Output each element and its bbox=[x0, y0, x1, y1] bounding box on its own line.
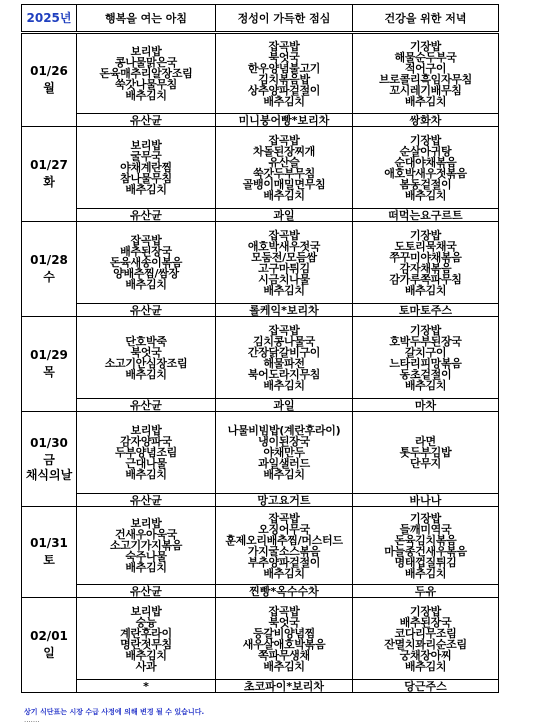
menu-item: 기장밥 bbox=[410, 228, 441, 242]
breakfast-cell bbox=[77, 127, 216, 209]
snack-cell: 미니붕어빵*보리차 bbox=[216, 114, 353, 127]
menu-item: 감자채볶음 bbox=[399, 261, 452, 275]
menu-item: 새우살애호박볶음 bbox=[242, 637, 326, 651]
menu-item: 배추김치 bbox=[404, 659, 447, 673]
lunch-cell bbox=[216, 317, 353, 399]
menu-item: 감자양파국 bbox=[120, 435, 172, 448]
snack-cell: 롤케익*보리차 bbox=[216, 304, 353, 317]
breakfast-cell bbox=[77, 317, 216, 399]
menu-item: 보리밥 bbox=[130, 139, 162, 152]
menu-item: 나물비빔밥(계란후라이) bbox=[227, 424, 341, 437]
menu-item: 적어구이 bbox=[404, 61, 447, 75]
menu-item: 느타리피망볶음 bbox=[389, 356, 462, 370]
weekday-label: 수 bbox=[43, 270, 55, 284]
snack-row bbox=[22, 209, 499, 222]
menu-item: 굴무국 bbox=[130, 150, 162, 163]
menu-item: 배추김치 bbox=[404, 378, 447, 392]
snack-row bbox=[22, 585, 499, 598]
menu-item: 들깨미역국 bbox=[399, 522, 452, 536]
menu-item: 배추된장국 bbox=[399, 615, 452, 629]
meal-plan-table bbox=[21, 4, 499, 693]
menu-item: 기장밥 bbox=[410, 133, 441, 147]
menu-item: 배추김치 bbox=[263, 468, 305, 481]
menu-item: 두부양념조림 bbox=[115, 446, 177, 459]
dinner-cell bbox=[353, 222, 499, 304]
snack-cell: 두유 bbox=[353, 585, 499, 598]
menu-item: 궁채장아찌 bbox=[399, 648, 452, 662]
menu-item: 냉이된장국 bbox=[258, 435, 310, 448]
menu-item: 잡곡밥 bbox=[268, 228, 300, 242]
day-row bbox=[22, 33, 499, 114]
day-row bbox=[22, 412, 499, 494]
menu-item: 배추된장국 bbox=[120, 245, 172, 258]
menu-item: 유산슬 bbox=[268, 155, 300, 169]
snack-cell: * bbox=[77, 680, 216, 693]
menu-item: 간장닭갈비구이 bbox=[247, 345, 321, 359]
menu-item: 배추김치 bbox=[125, 561, 167, 574]
date-label: 01/30 bbox=[30, 435, 68, 450]
menu-item: 배추김치 bbox=[125, 183, 167, 196]
lunch-cell bbox=[216, 127, 353, 209]
lunch-cell bbox=[216, 222, 353, 304]
menu-item: 배추김치 bbox=[404, 283, 447, 297]
date-label: 01/28 bbox=[30, 253, 68, 267]
menu-item: 쭈꾸미야채볶음 bbox=[389, 250, 462, 264]
date-cell bbox=[22, 507, 77, 598]
snack-cell: 유산균 bbox=[77, 494, 216, 507]
date-cell bbox=[22, 33, 77, 127]
menu-item: 갈치구이 bbox=[404, 345, 447, 359]
menu-item: 야채계란찜 bbox=[120, 161, 172, 174]
menu-item: 쑥갓두부무침 bbox=[253, 166, 315, 180]
menu-item: 보리밥 bbox=[130, 45, 162, 58]
menu-item: 기장밥 bbox=[410, 604, 441, 618]
snack-cell: 당근주스 bbox=[353, 680, 499, 693]
dinner-cell bbox=[353, 598, 499, 680]
date-cell bbox=[22, 412, 77, 507]
menu-item: 시금치나물 bbox=[258, 272, 310, 286]
menu-item: 소고기안심장조림 bbox=[104, 356, 188, 370]
dinner-cell bbox=[353, 317, 499, 399]
menu-item: 브로콜리흑임자무침 bbox=[379, 72, 472, 86]
menu-item: 한우양념불고기 bbox=[247, 61, 321, 75]
date-label: 01/27 bbox=[30, 158, 68, 172]
menu-item: 꼬시레기배무침 bbox=[389, 83, 462, 97]
menu-item: 배추김치 bbox=[263, 188, 305, 202]
header-row bbox=[22, 5, 499, 33]
weekday-label: 화 bbox=[43, 175, 55, 189]
day-row bbox=[22, 507, 499, 585]
menu-item: 부추양파겉절이 bbox=[247, 555, 321, 569]
date-cell bbox=[22, 317, 77, 412]
menu-item: 잔멸치꽈리순조림 bbox=[384, 637, 467, 651]
menu-item: 차돌된장찌개 bbox=[253, 144, 315, 158]
menu-item: 보리밥 bbox=[130, 424, 162, 437]
menu-item: 보리밥 bbox=[130, 604, 162, 618]
date-cell bbox=[22, 127, 77, 222]
menu-item: 배추김치 bbox=[404, 94, 447, 108]
snack-cell: 유산균 bbox=[77, 399, 216, 412]
menu-item: 숭늉 bbox=[135, 615, 157, 629]
menu-item: 코다리무조림 bbox=[394, 626, 457, 640]
snack-row bbox=[22, 494, 499, 507]
menu-item: 봄동겉절이 bbox=[399, 177, 452, 191]
snack-row bbox=[22, 114, 499, 127]
date-label: 01/29 bbox=[30, 348, 68, 362]
menu-item: 배추김치 bbox=[263, 378, 305, 392]
weekday-label: 토 bbox=[43, 553, 55, 567]
date-label: 01/31 bbox=[30, 536, 68, 550]
day-row bbox=[22, 598, 499, 680]
menu-item: 배추김치 bbox=[125, 468, 167, 481]
dinner-header: 건강을 위한 저녁 bbox=[353, 5, 499, 33]
snack-row bbox=[22, 399, 499, 412]
menu-item: 계란후라이 bbox=[120, 626, 172, 640]
menu-item: 배추김치 bbox=[263, 566, 305, 580]
lunch-cell bbox=[216, 598, 353, 680]
breakfast-cell bbox=[77, 222, 216, 304]
menu-item: 애호박새우젓볶음 bbox=[384, 166, 467, 180]
menu-item: 쪽파무생채 bbox=[258, 648, 310, 662]
menu-item: 잡곡밥 bbox=[268, 511, 300, 525]
menu-item: 배추김치 bbox=[263, 94, 305, 108]
menu-item: 잡곡밥 bbox=[268, 39, 300, 53]
day-row bbox=[22, 222, 499, 304]
snack-cell: 바나나 bbox=[353, 494, 499, 507]
menu-item: 순대야채볶음 bbox=[394, 155, 457, 169]
snack-cell: 쌍화차 bbox=[353, 114, 499, 127]
snack-cell: 토마토주스 bbox=[353, 304, 499, 317]
menu-item: 해물파전 bbox=[263, 356, 305, 370]
menu-item: 잡곡밥 bbox=[130, 234, 162, 247]
menu-item: 배추김치 bbox=[404, 566, 447, 580]
breakfast-header: 행복을 여는 아침 bbox=[77, 5, 216, 33]
snack-cell: 과일 bbox=[216, 399, 353, 412]
menu-item: 북어도라지무침 bbox=[247, 367, 321, 381]
menu-item: 김치볶음밥 bbox=[258, 72, 310, 86]
menu-item: 소고기가지볶음 bbox=[109, 539, 183, 552]
menu-item: 감가루쪽파무침 bbox=[389, 272, 462, 286]
snack-cell: 과일 bbox=[216, 209, 353, 222]
menu-item: 명태껍질튀김 bbox=[394, 555, 457, 569]
date-label: 01/26 bbox=[30, 64, 68, 78]
date-cell bbox=[22, 598, 77, 693]
menu-item: 야채만두 bbox=[263, 446, 305, 459]
menu-item: 배추김치 bbox=[125, 367, 167, 381]
breakfast-cell bbox=[77, 507, 216, 585]
menu-item: 건새우아욱국 bbox=[115, 528, 177, 541]
menu-item: 잡곡밥 bbox=[268, 604, 300, 618]
menu-item: 호박두부된장국 bbox=[389, 334, 462, 348]
cropped-text-line: ······· bbox=[24, 718, 40, 724]
menu-item: 배추김치 bbox=[263, 659, 305, 673]
snack-cell: 초코파이*보리차 bbox=[216, 680, 353, 693]
menu-item: 참나물무침 bbox=[120, 172, 172, 185]
day-row bbox=[22, 317, 499, 399]
menu-item: 사과 bbox=[135, 659, 157, 673]
menu-item: 동초겉절이 bbox=[399, 367, 452, 381]
menu-item: 애호박새우젓국 bbox=[247, 239, 321, 253]
date-cell bbox=[22, 222, 77, 317]
menu-item: 배추김치 bbox=[404, 188, 447, 202]
snack-cell: 유산균 bbox=[77, 585, 216, 598]
snack-cell: 마차 bbox=[353, 399, 499, 412]
menu-item: 톳두부김밥 bbox=[399, 446, 452, 459]
snack-cell: 떠먹는요구르트 bbox=[353, 209, 499, 222]
menu-item: 고구마튀김 bbox=[258, 261, 310, 275]
weekday-label: 목 bbox=[43, 365, 55, 379]
menu-item: 도토리묵채국 bbox=[394, 239, 457, 253]
menu-item: 콩나물맑은국 bbox=[115, 56, 177, 69]
weekday-label: 금 bbox=[43, 452, 55, 467]
year-header: 2025년 bbox=[22, 5, 77, 33]
menu-item: 기장밥 bbox=[410, 39, 441, 53]
menu-item: 돈육김치볶음 bbox=[394, 533, 457, 547]
extra-label: 채식의날 bbox=[25, 467, 73, 482]
menu-item: 보리밥 bbox=[130, 517, 162, 530]
menu-item: 명란젓무침 bbox=[120, 637, 172, 651]
snack-cell: 망고요거트 bbox=[216, 494, 353, 507]
menu-item: 북엇국 bbox=[268, 50, 300, 64]
menu-item: 배추김치 bbox=[125, 89, 167, 102]
snack-cell: 유산균 bbox=[77, 209, 216, 222]
weekday-label: 일 bbox=[43, 646, 55, 660]
menu-item: 돈육매추리알장조림 bbox=[99, 67, 193, 80]
menu-item: 기장밥 bbox=[410, 511, 441, 525]
date-label: 02/01 bbox=[30, 629, 68, 643]
menu-item: 돈육새송이볶음 bbox=[109, 256, 183, 269]
menu-item: 모둠전/모듬쌈 bbox=[251, 250, 317, 264]
snack-cell: 찐빵*옥수수차 bbox=[216, 585, 353, 598]
snack-row bbox=[22, 680, 499, 693]
dinner-cell bbox=[353, 127, 499, 209]
menu-item: 단호박죽 bbox=[125, 334, 167, 348]
menu-item: 김치콩나물국 bbox=[253, 334, 315, 348]
menu-item: 잡곡밥 bbox=[268, 133, 300, 147]
lunch-header: 정성이 가득한 점심 bbox=[216, 5, 353, 33]
menu-item: 상추양파겉절이 bbox=[247, 83, 321, 97]
menu-item: 북엇국 bbox=[268, 615, 300, 629]
menu-item: 등갈비양념찜 bbox=[253, 626, 315, 640]
menu-item: 오징어무국 bbox=[258, 522, 310, 536]
menu-item: 숙주나물 bbox=[125, 550, 167, 563]
menu-item: 기장밥 bbox=[410, 323, 441, 337]
menu-item: 근대나물 bbox=[125, 457, 167, 470]
menu-item: 배추김치 bbox=[125, 648, 167, 662]
menu-item: 과일샐러드 bbox=[258, 457, 310, 470]
lunch-cell bbox=[216, 412, 353, 494]
menu-item: 해물순두부국 bbox=[394, 50, 457, 64]
menu-item: 훈제오리배추찜/머스터드 bbox=[225, 533, 343, 547]
breakfast-cell bbox=[77, 33, 216, 114]
snack-cell: 유산균 bbox=[77, 304, 216, 317]
menu-item: 단무지 bbox=[410, 457, 441, 470]
menu-item: 북엇국 bbox=[130, 345, 162, 359]
breakfast-cell bbox=[77, 598, 216, 680]
menu-item: 양배추찜/쌈장 bbox=[113, 267, 179, 280]
breakfast-cell bbox=[77, 412, 216, 494]
dinner-cell bbox=[353, 412, 499, 494]
menu-item: 잡곡밥 bbox=[268, 323, 300, 337]
footnote: 상기 식단표는 시장 수급 사정에 의해 변경 될 수 있습니다. bbox=[24, 708, 205, 716]
menu-item: 마늘종건새우볶음 bbox=[384, 544, 467, 558]
menu-item: 가지굴소스볶음 bbox=[247, 544, 321, 558]
menu-item: 순살아귀탕 bbox=[399, 144, 452, 158]
lunch-cell bbox=[216, 33, 353, 114]
dinner-cell bbox=[353, 33, 499, 114]
snack-cell: 유산균 bbox=[77, 114, 216, 127]
menu-item: 쑥갓나물무침 bbox=[115, 78, 177, 91]
snack-row bbox=[22, 304, 499, 317]
dinner-cell bbox=[353, 507, 499, 585]
day-row bbox=[22, 127, 499, 209]
menu-item: 라면 bbox=[415, 435, 436, 448]
menu-item: 배추김치 bbox=[125, 278, 167, 291]
menu-item: 배추김치 bbox=[263, 283, 305, 297]
weekday-label: 월 bbox=[43, 81, 55, 95]
lunch-cell bbox=[216, 507, 353, 585]
menu-item: 골뱅이매밀면무침 bbox=[242, 177, 326, 191]
